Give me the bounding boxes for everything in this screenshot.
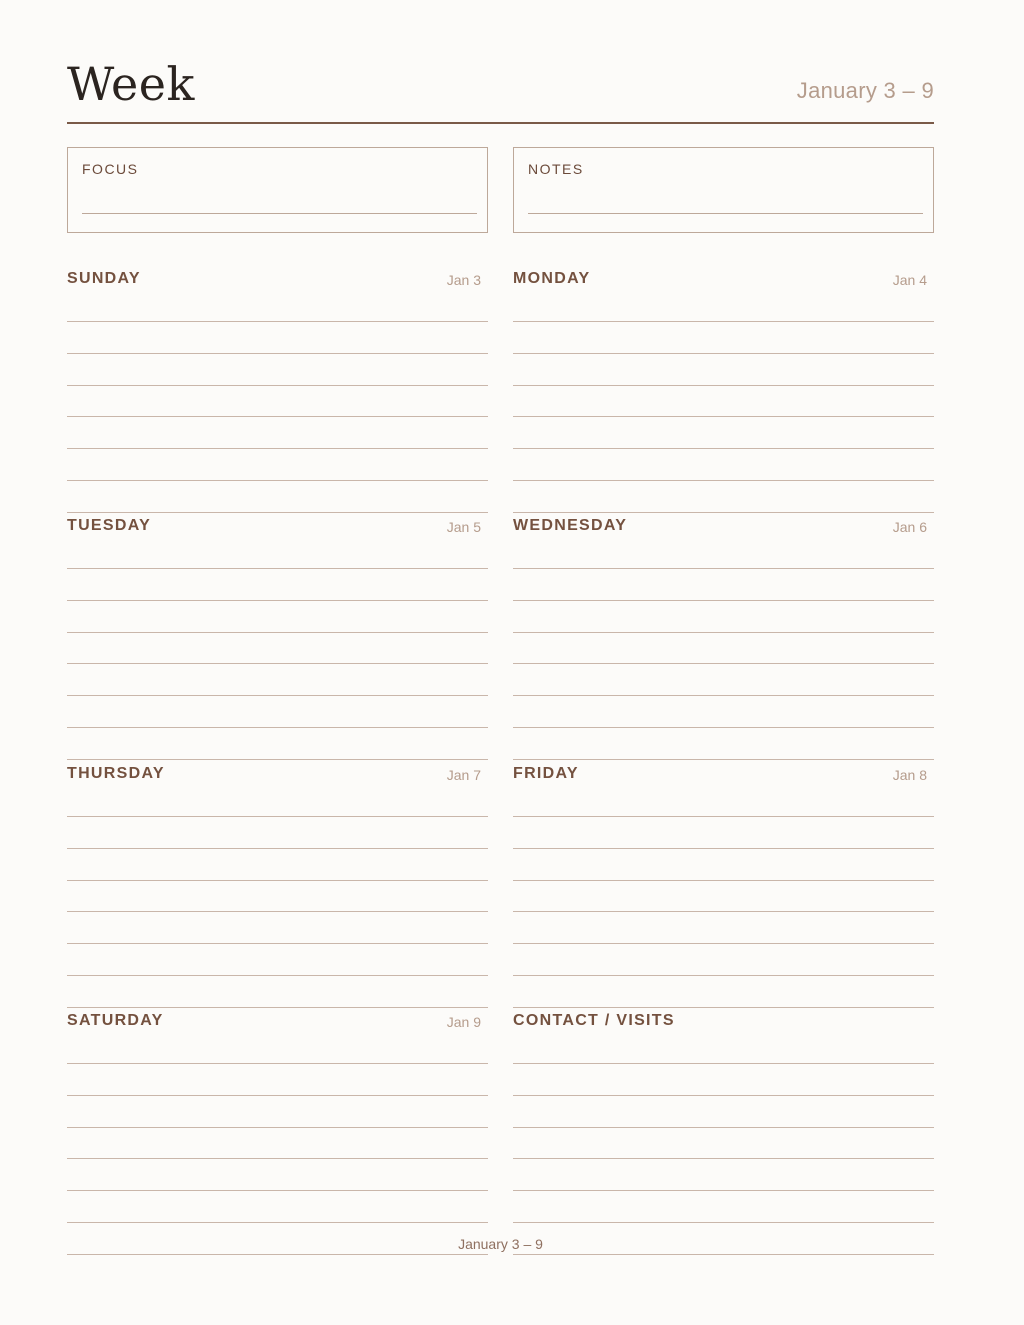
day-name: FRIDAY	[513, 765, 579, 782]
writing-line[interactable]	[513, 911, 934, 912]
writing-line[interactable]	[513, 848, 934, 849]
day-name: WEDNESDAY	[513, 517, 628, 534]
writing-line[interactable]	[67, 911, 488, 912]
writing-line[interactable]	[513, 663, 934, 664]
day-date: Jan 4	[892, 272, 927, 288]
writing-line[interactable]	[67, 1158, 488, 1159]
writing-line[interactable]	[513, 1127, 934, 1128]
writing-line[interactable]	[67, 512, 488, 513]
writing-line[interactable]	[513, 943, 934, 944]
notes-label: NOTES	[528, 161, 584, 177]
writing-line[interactable]	[67, 632, 488, 633]
writing-line[interactable]	[513, 816, 934, 817]
writing-line[interactable]	[67, 1063, 488, 1064]
notes-writing-line[interactable]	[528, 213, 923, 214]
writing-line[interactable]	[67, 943, 488, 944]
day-name: THURSDAY	[67, 765, 165, 782]
writing-line[interactable]	[67, 848, 488, 849]
writing-line[interactable]	[67, 568, 488, 569]
day-name: SATURDAY	[67, 1012, 164, 1029]
writing-line[interactable]	[67, 600, 488, 601]
writing-line[interactable]	[67, 353, 488, 354]
day-date: Jan 5	[446, 519, 481, 535]
writing-line[interactable]	[67, 1190, 488, 1191]
writing-line[interactable]	[513, 1254, 934, 1255]
writing-line[interactable]	[67, 416, 488, 417]
day-block-contact-visits	[513, 1002, 934, 1250]
focus-label: FOCUS	[82, 161, 139, 177]
day-block-saturday	[67, 1002, 488, 1250]
day-name: CONTACT / VISITS	[513, 1012, 675, 1029]
day-date: Jan 8	[892, 767, 927, 783]
day-date: Jan 9	[446, 1014, 481, 1030]
writing-line[interactable]	[67, 1222, 488, 1223]
day-date: Jan 7	[446, 767, 481, 783]
day-block-thursday	[67, 755, 488, 1003]
day-name: TUESDAY	[67, 517, 152, 534]
page-title: Week	[67, 57, 195, 111]
writing-line[interactable]	[513, 568, 934, 569]
writing-line[interactable]	[67, 1254, 488, 1255]
writing-line[interactable]	[513, 1007, 934, 1008]
writing-line[interactable]	[513, 759, 934, 760]
writing-line[interactable]	[67, 385, 488, 386]
writing-line[interactable]	[513, 695, 934, 696]
page-footer: January 3 – 9	[458, 1236, 543, 1252]
day-block-wednesday	[513, 507, 934, 755]
day-date: Jan 6	[892, 519, 927, 535]
writing-line[interactable]	[513, 353, 934, 354]
header-date-range: January 3 – 9	[796, 78, 934, 103]
writing-line[interactable]	[67, 975, 488, 976]
day-block-monday	[513, 260, 934, 508]
writing-line[interactable]	[513, 448, 934, 449]
writing-line[interactable]	[67, 759, 488, 760]
writing-line[interactable]	[67, 448, 488, 449]
writing-line[interactable]	[513, 1063, 934, 1064]
planner-page	[67, 0, 934, 1325]
writing-line[interactable]	[513, 1095, 934, 1096]
writing-line[interactable]	[67, 727, 488, 728]
writing-line[interactable]	[513, 975, 934, 976]
writing-line[interactable]	[513, 321, 934, 322]
writing-line[interactable]	[513, 385, 934, 386]
page-header	[67, 58, 934, 124]
writing-line[interactable]	[513, 416, 934, 417]
writing-line[interactable]	[67, 1007, 488, 1008]
day-block-tuesday	[67, 507, 488, 755]
writing-line[interactable]	[513, 1222, 934, 1223]
writing-line[interactable]	[67, 695, 488, 696]
day-block-friday	[513, 755, 934, 1003]
writing-line[interactable]	[513, 632, 934, 633]
writing-line[interactable]	[67, 480, 488, 481]
writing-line[interactable]	[67, 880, 488, 881]
writing-line[interactable]	[513, 880, 934, 881]
writing-line[interactable]	[67, 1095, 488, 1096]
focus-box[interactable]	[67, 147, 488, 233]
focus-writing-line[interactable]	[82, 213, 477, 214]
writing-line[interactable]	[513, 600, 934, 601]
writing-line[interactable]	[513, 512, 934, 513]
writing-line[interactable]	[513, 1158, 934, 1159]
writing-line[interactable]	[67, 816, 488, 817]
writing-line[interactable]	[67, 663, 488, 664]
writing-line[interactable]	[513, 1190, 934, 1191]
writing-line[interactable]	[67, 321, 488, 322]
notes-box[interactable]	[513, 147, 934, 233]
writing-line[interactable]	[513, 480, 934, 481]
writing-line[interactable]	[513, 727, 934, 728]
day-name: SUNDAY	[67, 270, 141, 287]
day-date: Jan 3	[446, 272, 481, 288]
day-name: MONDAY	[513, 270, 591, 287]
day-block-sunday	[67, 260, 488, 508]
writing-line[interactable]	[67, 1127, 488, 1128]
